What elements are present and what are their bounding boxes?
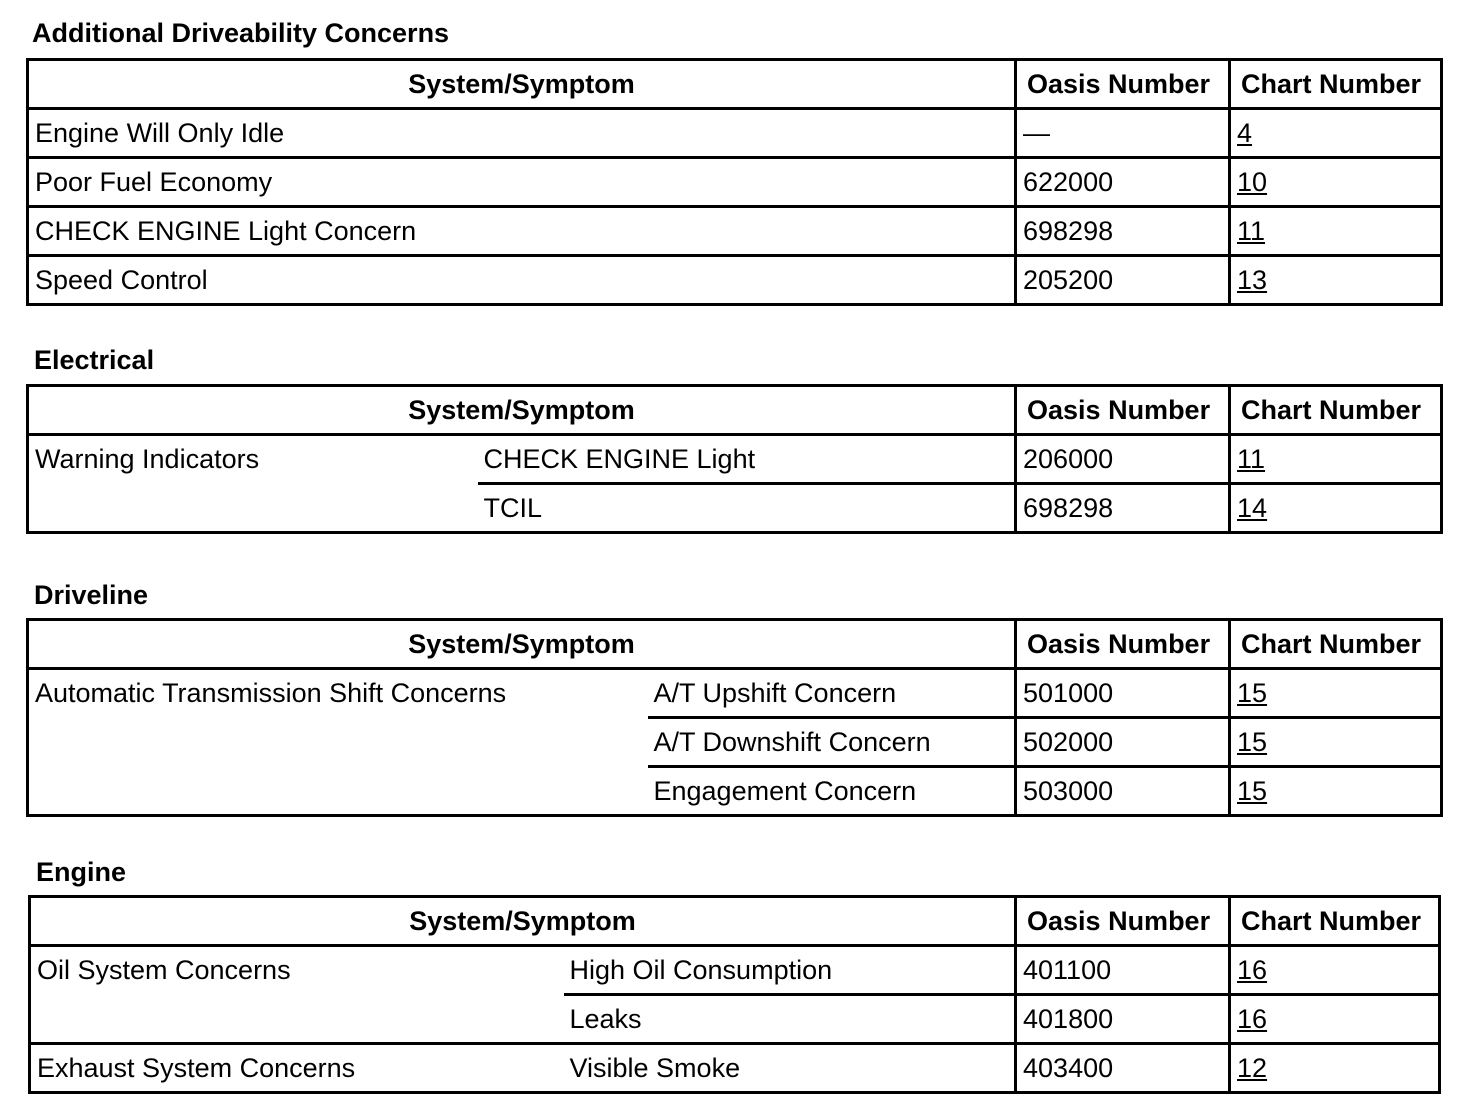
group-cell: Warning Indicators — [28, 435, 478, 533]
chart-cell — [1230, 256, 1442, 305]
additional-driveability-table — [26, 58, 1443, 306]
chart-cell — [1230, 946, 1440, 995]
section-title-driveline: Driveline — [34, 580, 149, 610]
section-title-engine: Engine — [36, 857, 127, 887]
section-title-additional-driveability: Additional Driveability Concerns — [32, 18, 450, 48]
symptom-cell: Engine Will Only Idle — [28, 109, 1016, 158]
chart-link[interactable]: 10 — [1237, 167, 1268, 197]
table-header-row — [28, 60, 1442, 109]
chart-cell — [1230, 718, 1442, 767]
header-system-symptom: System/Symptom — [28, 386, 1016, 435]
section-title-electrical: Electrical — [34, 345, 155, 375]
group-cell: Exhaust System Concerns — [30, 1044, 564, 1093]
subsymptom-cell: A/T Upshift Concern — [648, 669, 1016, 718]
chart-cell — [1230, 995, 1440, 1044]
table-row — [28, 435, 1442, 484]
chart-link[interactable]: 14 — [1237, 493, 1268, 523]
oasis-cell: 698298 — [1016, 484, 1230, 533]
header-oasis-number: Oasis Number — [1016, 386, 1230, 435]
chart-cell — [1230, 484, 1442, 533]
oasis-cell: 403400 — [1016, 1044, 1230, 1093]
chart-link[interactable]: 15 — [1237, 727, 1268, 757]
group-cell: Oil System Concerns — [30, 946, 564, 1044]
table-row — [28, 109, 1442, 158]
chart-cell — [1230, 109, 1442, 158]
oasis-cell: 698298 — [1016, 207, 1230, 256]
header-chart-number: Chart Number — [1230, 620, 1442, 669]
chart-cell — [1230, 207, 1442, 256]
header-system-symptom: System/Symptom — [28, 60, 1016, 109]
subsymptom-cell: A/T Downshift Concern — [648, 718, 1016, 767]
chart-link[interactable]: 16 — [1237, 955, 1268, 985]
header-system-symptom: System/Symptom — [28, 620, 1016, 669]
engine-table — [28, 895, 1441, 1094]
oasis-cell: 401800 — [1016, 995, 1230, 1044]
header-system-symptom: System/Symptom — [30, 897, 1016, 946]
header-chart-number: Chart Number — [1230, 897, 1440, 946]
table-row — [30, 1044, 1440, 1093]
subsymptom-cell: Visible Smoke — [564, 1044, 1016, 1093]
oasis-cell: 622000 — [1016, 158, 1230, 207]
header-oasis-number: Oasis Number — [1016, 620, 1230, 669]
oasis-cell: 503000 — [1016, 767, 1230, 816]
table-header-row — [28, 386, 1442, 435]
chart-cell — [1230, 1044, 1440, 1093]
header-chart-number: Chart Number — [1230, 386, 1442, 435]
table-row — [28, 158, 1442, 207]
chart-link[interactable]: 15 — [1237, 678, 1268, 708]
header-oasis-number: Oasis Number — [1016, 60, 1230, 109]
table-header-row — [28, 620, 1442, 669]
group-cell: Automatic Transmission Shift Concerns — [28, 669, 648, 816]
subsymptom-cell: Leaks — [564, 995, 1016, 1044]
symptom-cell: CHECK ENGINE Light Concern — [28, 207, 1016, 256]
chart-link[interactable]: 11 — [1237, 216, 1266, 246]
driveline-table — [26, 618, 1443, 817]
chart-link[interactable]: 11 — [1237, 444, 1266, 474]
oasis-cell: 205200 — [1016, 256, 1230, 305]
chart-cell — [1230, 669, 1442, 718]
chart-link[interactable]: 15 — [1237, 776, 1268, 806]
table-header-row — [30, 897, 1440, 946]
chart-cell — [1230, 435, 1442, 484]
subsymptom-cell: High Oil Consumption — [564, 946, 1016, 995]
oasis-cell: 501000 — [1016, 669, 1230, 718]
table-row — [28, 256, 1442, 305]
chart-link[interactable]: 16 — [1237, 1004, 1268, 1034]
header-chart-number: Chart Number — [1230, 60, 1442, 109]
chart-link[interactable]: 13 — [1237, 265, 1268, 295]
table-row — [28, 207, 1442, 256]
header-oasis-number: Oasis Number — [1016, 897, 1230, 946]
subsymptom-cell: TCIL — [478, 484, 1016, 533]
oasis-cell: 502000 — [1016, 718, 1230, 767]
subsymptom-cell: CHECK ENGINE Light — [478, 435, 1016, 484]
chart-cell — [1230, 767, 1442, 816]
symptom-cell: Poor Fuel Economy — [28, 158, 1016, 207]
electrical-table — [26, 384, 1443, 534]
subsymptom-cell: Engagement Concern — [648, 767, 1016, 816]
chart-link[interactable]: 12 — [1237, 1053, 1268, 1083]
table-row — [28, 669, 1442, 718]
chart-cell — [1230, 158, 1442, 207]
oasis-cell: 206000 — [1016, 435, 1230, 484]
oasis-cell: 401100 — [1016, 946, 1230, 995]
symptom-cell: Speed Control — [28, 256, 1016, 305]
table-row — [30, 946, 1440, 995]
oasis-cell: — — [1016, 109, 1230, 158]
chart-link[interactable]: 4 — [1237, 118, 1253, 148]
